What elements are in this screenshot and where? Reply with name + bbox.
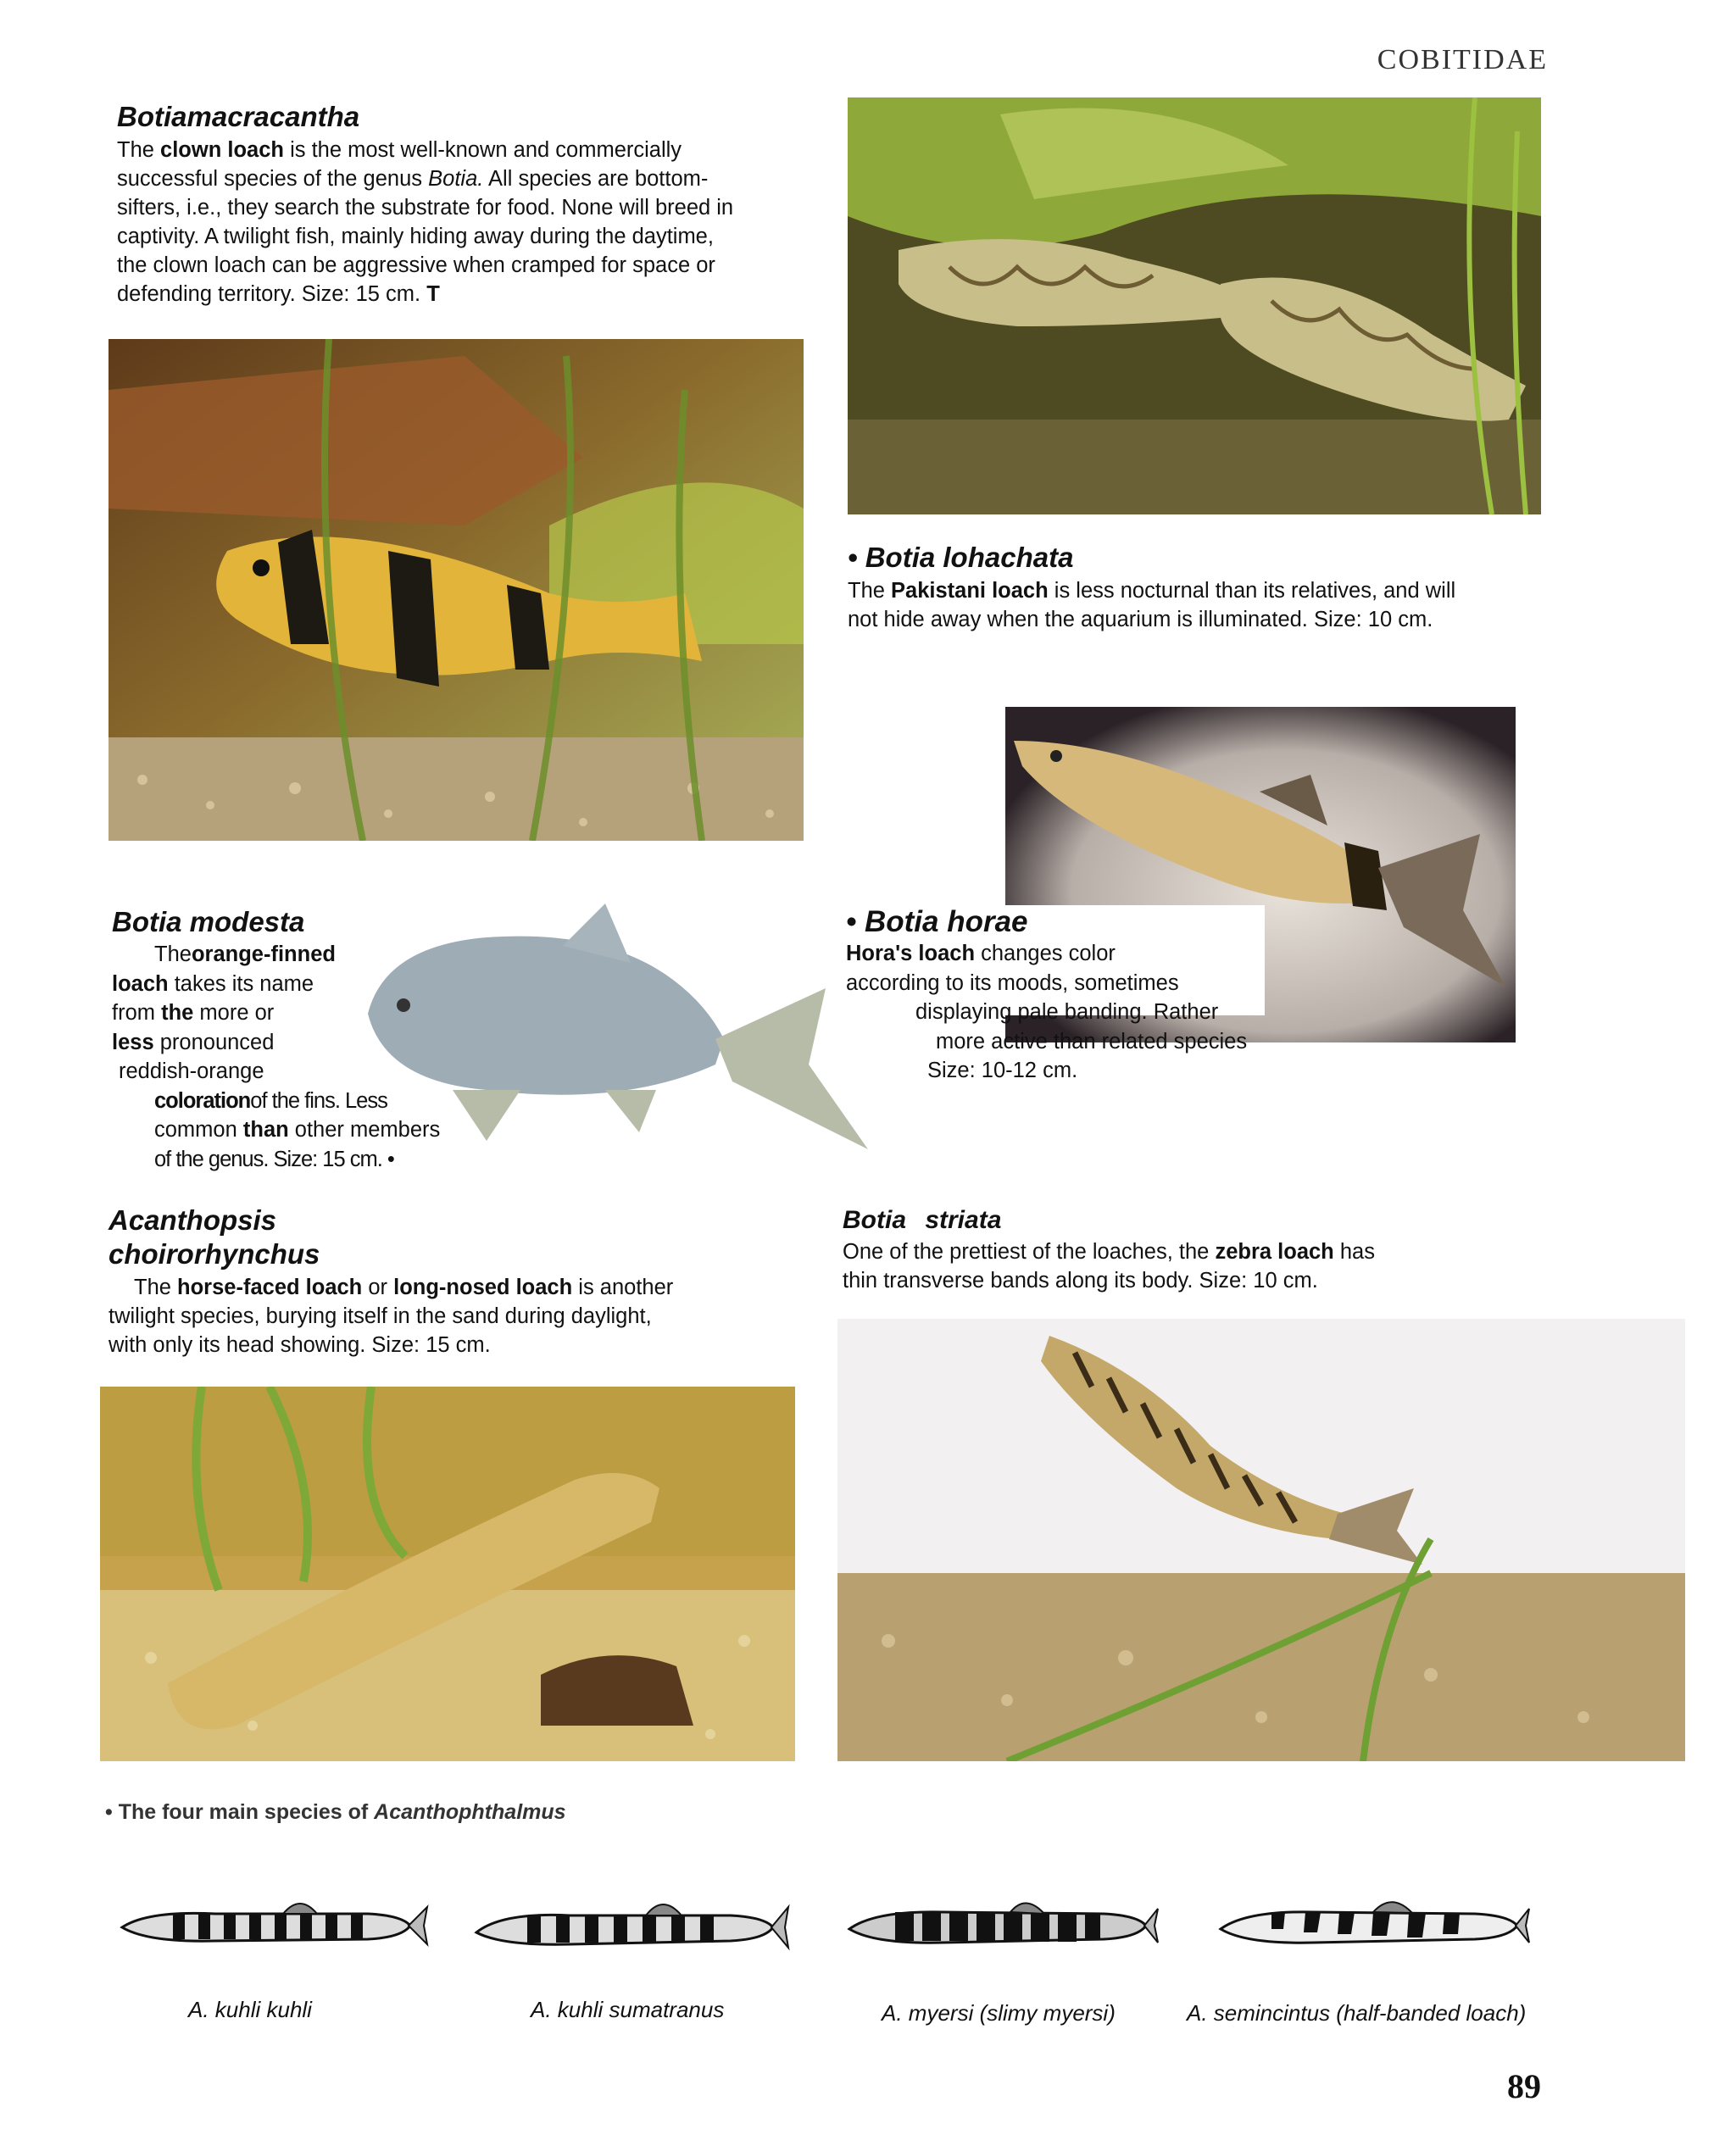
caption-kuhli-sumatranus: A. kuhli sumatranus (531, 1997, 725, 2022)
acanthophthalmus-heading: • The four main species of Acanthophthalmus (105, 1800, 566, 1824)
striata-body: One of the prettiest of the loaches, the zebra loach has thin transverse bands along its body. Size: 10 cm. (843, 1240, 1375, 1293)
running-header: COBITIDAE (1377, 44, 1548, 75)
lohachata-section (848, 541, 1543, 634)
macracantha-body: The clown loach is the most well-known and commercially successful species of the genus Botia. All species are bottom- sifters, i.e., they search the substrate for food. None will breed in captivity. A twilight fish, mainly hiding away during the daytime, the clown loach can be aggressive when cramped for space or defending territory. Size: 15 cm. T (117, 138, 734, 306)
macracantha-title: Botiamacracantha (117, 101, 360, 132)
lohachata-body: The Pakistani loach is less nocturnal than its relatives, and will not hide away when the aquarium is illuminated. Size: 10 cm. (848, 579, 1456, 631)
kuhli-sumatranus-drawing (468, 1885, 790, 1966)
pakistani-loach-photo (848, 97, 1541, 514)
caption-semicinctus: A. semincintus (half-banded loach) (1187, 2000, 1527, 2026)
caption-kuhli-kuhli: A. kuhli kuhli (188, 1997, 312, 2022)
myersi-drawing (841, 1885, 1160, 1966)
modesta-title: Botia modesta (112, 906, 305, 937)
clown-loach-photo (108, 339, 804, 841)
macracantha-section (117, 100, 795, 309)
modesta-section (112, 905, 570, 1174)
page-number: 89 (1507, 2067, 1541, 2105)
horae-section (846, 905, 1304, 1086)
zebra-loach-photo (837, 1319, 1685, 1761)
kuhli-kuhli-drawing (114, 1885, 429, 1966)
semicinctus-drawing (1212, 1885, 1531, 1966)
caption-myersi: A. myersi (slimy myersi) (882, 2000, 1116, 2026)
acanthopsis-section (108, 1204, 821, 1359)
acanthopsis-title-line1: Acanthopsis (108, 1204, 277, 1236)
horse-faced-loach-photo (100, 1387, 795, 1761)
acanthopsis-title-line2: choirorhynchus (108, 1238, 320, 1270)
lohachata-title: • Botia lohachata (848, 542, 1074, 573)
modesta-body: Theorange-finned loach takes its name from the more or less pronounced reddish-orange colorationof the fins. Less common than other members of the genus. Size: 15 cm. • (112, 942, 441, 1171)
acanthopsis-body: The horse-faced loach or long-nosed loach is another twilight species, burying itself in the sand during daylight, with only its head showing. Size: 15 cm. (108, 1276, 674, 1357)
striata-title: Botia striata (843, 1206, 1002, 1234)
horae-title: • Botia horae (846, 905, 1028, 938)
striata-section (843, 1204, 1538, 1295)
horae-body: Hora's loach changes color according to its moods, sometimes displaying pale banding. Rather more active than related species Size: 10-12 cm. (846, 942, 1248, 1082)
